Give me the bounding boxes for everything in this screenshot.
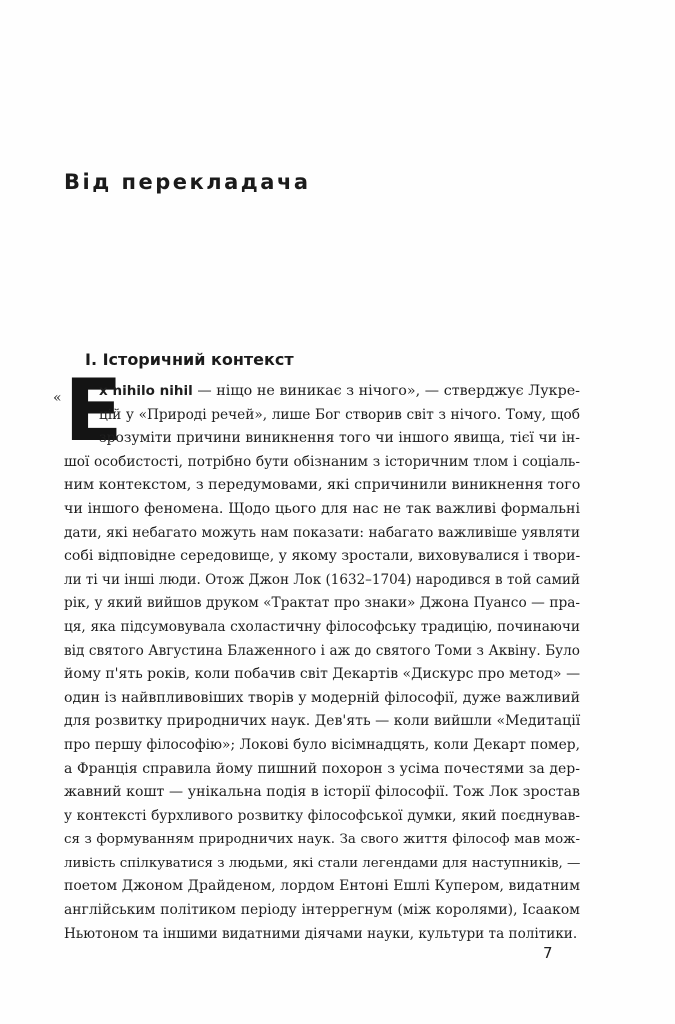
text-line: йому п'ять років, коли побачив світ Декартів «Дискурс про метод» — bbox=[64, 666, 581, 683]
text-line: про першу філософію»; Локові було вісімнадцять, коли Декарт помер, bbox=[64, 736, 580, 753]
text-line: жавний кошт — унікальна подія в історії філософії. Тож Лок зростав bbox=[64, 784, 580, 801]
text-line: англійським політиком періоду інтеррегнум (між королями), Ісааком bbox=[64, 902, 580, 919]
text-line: у контексті бурхливого розвитку філософської думки, який поєднував- bbox=[64, 807, 580, 824]
opening-quote: « bbox=[53, 390, 62, 406]
text-line: чи іншого феномена. Щодо цього для нас не так важливі формальні bbox=[64, 500, 580, 517]
text-line: один із найвпливовіших творів у модерній філософії, дуже важливий bbox=[64, 689, 580, 706]
text-line: ця, яка підсумовувала схоластичну філософську традицію, починаючи bbox=[64, 618, 580, 635]
text-line: а Франція справила йому пишний похорон з усіма почестями за дер- bbox=[64, 760, 580, 777]
page-number: 7 bbox=[543, 944, 553, 962]
text-line: ли ті чи інші люди. Отож Джон Лок (1632–1704) народився в той самий bbox=[64, 571, 580, 588]
text-line: дати, які небагато можуть нам показати: набагато важливіше уявляти bbox=[64, 524, 580, 541]
section-heading: I. Історичний контекст bbox=[85, 350, 294, 369]
text-line: шої особистості, потрібно бути обізнаним з історичним тлом і соціаль- bbox=[64, 453, 580, 470]
text-line: x nihilo nihil — ніщо не виникає з нічого», — стверджує Лукре- bbox=[99, 383, 581, 399]
drop-cap: E bbox=[64, 361, 123, 461]
text-line: зрозуміти причини виникнення того чи іншого явища, тієї чи ін- bbox=[99, 430, 580, 447]
text-line: цій у «Природі речей», лише Бог створив світ з нічого. Тому, щоб bbox=[99, 406, 580, 423]
text-line: ливість спілкуватися з людьми, які стали легендами для наступників, — bbox=[64, 855, 581, 871]
body-paragraph bbox=[64, 380, 580, 946]
text-line: ся з формуванням природничих наук. За свого життя філософ мав мож- bbox=[64, 832, 580, 848]
lead-in-phrase: x nihilo nihil bbox=[99, 383, 193, 399]
text-line: поетом Джоном Драйденом, лордом Ентоні Ешлі Купером, видатним bbox=[64, 878, 580, 895]
text-line: Ньютоном та іншими видатними діячами науки, культури та політики. bbox=[64, 925, 578, 942]
text-line: ним контекстом, з передумовами, які спричинили виникнення того bbox=[64, 477, 581, 494]
chapter-title: Від перекладача bbox=[64, 170, 311, 194]
text-line: собі відповідне середовище, у якому зростали, виховувалися і твори- bbox=[64, 548, 581, 565]
text-line: для розвитку природничих наук. Дев'ять — коли вийшли «Медитації bbox=[64, 713, 581, 730]
text-line: від святого Августина Блаженного і аж до святого Томи з Аквіну. Було bbox=[64, 642, 580, 659]
text-line: рік, у який вийшов друком «Трактат про знаки» Джона Пуансо — пра- bbox=[64, 595, 580, 612]
